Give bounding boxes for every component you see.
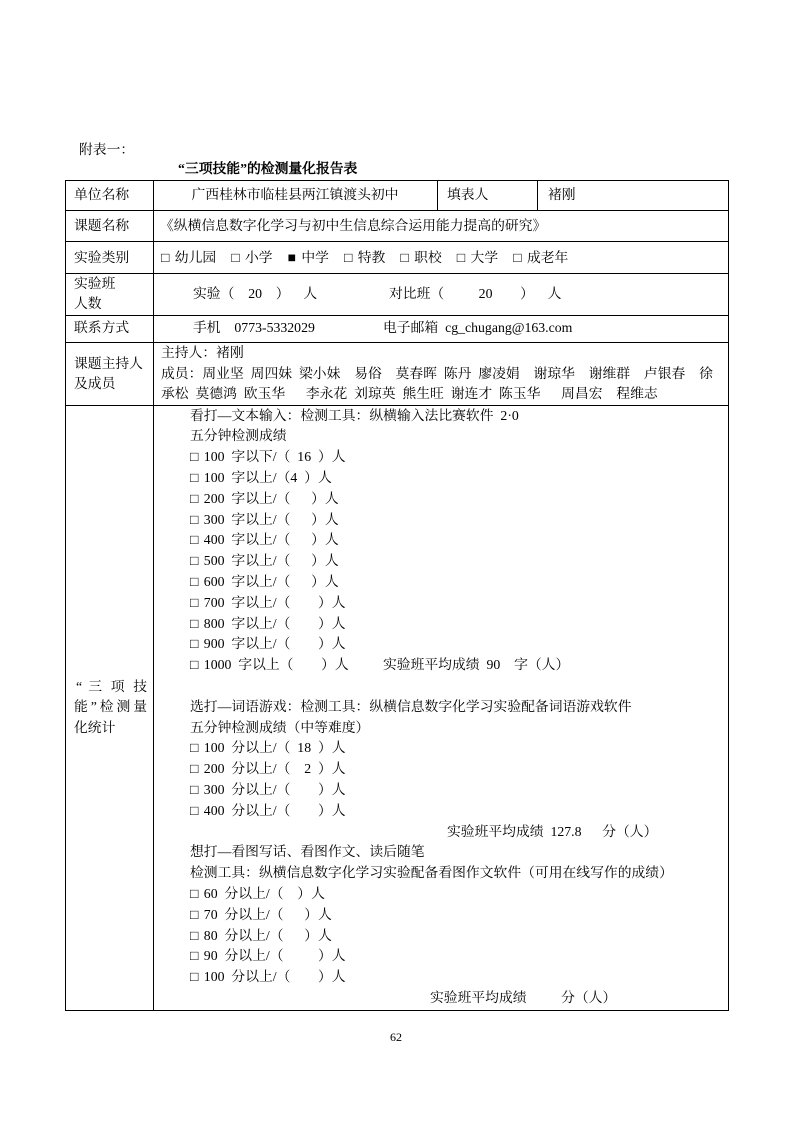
contact-label: 联系方式 — [74, 319, 130, 335]
word-game-item-text: 200 分以上/（ 2 ）人 — [203, 761, 346, 777]
typing-item — [190, 655, 720, 676]
checkbox-mark: □ — [190, 594, 199, 610]
checkbox-mark-checked: ■ — [287, 249, 296, 265]
members-line: 承松 莫德鸿 欧玉华 李永花 刘琼英 熊生旺 谢连才 陈玉华 周昌宏 程维志 — [161, 385, 658, 401]
writing-item — [190, 946, 720, 967]
skills-statistics — [190, 406, 720, 1009]
checkbox-mark: □ — [190, 511, 199, 527]
category-option — [344, 248, 385, 269]
word-game-heading: 选打—词语游戏：检测工具：纵横信息数字化学习实验配备词语游戏软件 — [190, 698, 632, 714]
typing-item — [190, 634, 720, 655]
typing-subheading: 五分钟检测成绩 — [190, 428, 287, 444]
word-game-item — [190, 801, 720, 822]
checkbox-mark: □ — [190, 615, 199, 631]
filler-value: 褚刚 — [548, 186, 576, 202]
experiment-class-count: 实验（ 20 ） 人 — [193, 285, 318, 301]
host-line: 主持人：褚刚 — [161, 344, 244, 360]
typing-item-text: 300 字以上/（ ）人 — [203, 511, 339, 527]
topic-label: 课题名称 — [74, 217, 130, 233]
word-game-item-text: 300 分以上/（ ）人 — [203, 781, 346, 797]
class-size-label-line: 实验班 — [74, 275, 116, 291]
category-option-text: 大学 — [470, 249, 499, 265]
category-option — [457, 248, 498, 269]
writing-item-text: 80 分以上/（ ）人 — [203, 927, 332, 943]
checkbox-mark: □ — [190, 969, 199, 985]
members-line: 成员：周业坚 周四妹 梁小妹 易俗 莫春晖 陈丹 廖凌娟 谢琼华 谢维群 卢银春 徐 — [161, 365, 713, 381]
writing-tool: 检测工具：纵横信息数字化学习实验配备看图作文软件（可用在线写作的成绩） — [190, 865, 673, 881]
writing-item — [190, 884, 720, 905]
checkbox-mark: □ — [190, 469, 199, 485]
checkbox-mark: □ — [190, 636, 199, 652]
category-option-text: 成老年 — [526, 249, 569, 265]
writing-item-text: 60 分以上/（ ）人 — [203, 885, 325, 901]
category-option-text: 职校 — [414, 249, 442, 265]
checkbox-mark: □ — [190, 802, 199, 818]
writing-item — [190, 967, 720, 988]
label-column-divider — [153, 180, 154, 1011]
topic-value: 《纵横信息数字化学习与初中生信息综合运用能力提高的研究》 — [160, 217, 547, 233]
writing-item-text: 70 分以上/（ ）人 — [203, 906, 332, 922]
word-game-item-text: 100 分以上/（ 18 ）人 — [203, 740, 346, 756]
writing-item — [190, 905, 720, 926]
checkbox-mark: □ — [190, 553, 199, 569]
category-option-text: 幼儿园 — [174, 249, 217, 265]
checkbox-mark: □ — [190, 740, 199, 756]
typing-item-text: 700 字以上/（ ）人 — [203, 594, 346, 610]
typing-item — [190, 551, 720, 572]
typing-item-text: 900 字以上/（ ）人 — [203, 636, 346, 652]
checkbox-mark: □ — [190, 906, 199, 922]
table-border-left — [65, 180, 66, 1011]
category-option — [513, 248, 568, 269]
word-game-item-text: 400 分以上/（ ）人 — [203, 802, 346, 818]
skills-label-line: 能”检测量 — [74, 699, 147, 715]
category-option-text: 特教 — [357, 249, 386, 265]
blank-line — [190, 676, 720, 697]
members-label-line: 及成员 — [74, 375, 116, 391]
typing-item — [190, 447, 720, 468]
word-game-item — [190, 738, 720, 759]
checkbox-mark: □ — [190, 885, 199, 901]
typing-item — [190, 530, 720, 551]
category-option — [231, 248, 272, 269]
typing-item — [190, 510, 720, 531]
checkbox-mark: □ — [343, 249, 353, 265]
page-number: 62 — [390, 1030, 402, 1044]
typing-heading: 看打—文本输入：检测工具：纵横输入法比赛软件 2·0 — [190, 407, 519, 423]
row-divider — [65, 210, 729, 211]
checkbox-mark: □ — [231, 249, 240, 265]
checkbox-mark: □ — [400, 249, 409, 265]
writing-item-text: 100 分以上/（ ）人 — [203, 969, 346, 985]
typing-item-text: 800 字以上/（ ）人 — [203, 615, 346, 631]
checkbox-mark: □ — [190, 657, 199, 673]
appendix-label: 附表一： — [79, 141, 135, 157]
table-border-right — [728, 180, 729, 1011]
email-value: 电子邮箱 cg_chugang@163.com — [383, 319, 573, 335]
writing-item-text: 90 分以上/（ ）人 — [203, 948, 346, 964]
typing-item-text: 500 字以上/（ ）人 — [203, 553, 339, 569]
filler-label: 填表人 — [447, 186, 489, 202]
members-label-line: 课题主持人 — [74, 355, 143, 371]
checkbox-mark: □ — [190, 573, 199, 589]
category-option — [400, 248, 441, 269]
category-options — [161, 248, 568, 269]
checkbox-mark: □ — [190, 761, 199, 777]
control-class-count: 对比班（ 20 ） 人 — [389, 285, 562, 301]
typing-item — [190, 468, 720, 489]
category-option-text: 小学 — [244, 249, 273, 265]
checkbox-mark: □ — [190, 948, 199, 964]
typing-item-text: 600 字以上/（ ）人 — [203, 573, 339, 589]
unit-value: 广西桂林市临桂县两江镇渡头初中 — [191, 186, 399, 202]
report-title: “三项技能”的检测量化报告表 — [178, 160, 358, 176]
row-divider — [65, 315, 729, 316]
typing-item — [190, 593, 720, 614]
phone-value: 手机 0773-5332029 — [193, 319, 315, 335]
typing-item-text: 100 字以上/（4 ）人 — [203, 469, 332, 485]
category-label: 实验类别 — [74, 249, 130, 265]
category-option — [161, 248, 216, 269]
unit-label: 单位名称 — [74, 186, 130, 202]
table-border-top — [65, 180, 729, 181]
checkbox-mark: □ — [190, 532, 199, 548]
writing-item — [190, 926, 720, 947]
writing-average: 实验班平均成绩 分（人） — [430, 989, 617, 1005]
table-border-bottom — [65, 1010, 729, 1011]
word-game-subheading: 五分钟检测成绩（中等难度） — [190, 719, 370, 735]
typing-item — [190, 489, 720, 510]
checkbox-mark: □ — [513, 249, 522, 265]
checkbox-mark: □ — [161, 249, 170, 265]
writing-heading: 想打—看图写话、看图作文、读后随笔 — [190, 844, 425, 860]
class-size-label-line: 人数 — [74, 295, 102, 311]
filler-value-divider — [537, 180, 538, 211]
skills-label-line: 化统计 — [74, 720, 116, 736]
typing-average: 实验班平均成绩 90 字（人） — [383, 657, 570, 673]
checkbox-mark: □ — [190, 781, 199, 797]
checkbox-mark: □ — [190, 449, 199, 465]
typing-item-text: 100 字以下/（ 16 ）人 — [203, 449, 346, 465]
row-divider — [65, 273, 729, 274]
checkbox-mark: □ — [190, 490, 199, 506]
typing-item — [190, 614, 720, 635]
typing-item — [190, 572, 720, 593]
checkbox-mark: □ — [190, 927, 199, 943]
typing-item-text: 200 字以上/（ ）人 — [203, 490, 339, 506]
typing-item-text: 1000 字以上（ ）人 — [203, 657, 349, 673]
word-game-item — [190, 759, 720, 780]
category-option — [288, 248, 329, 269]
word-game-item — [190, 780, 720, 801]
word-game-average: 实验班平均成绩 127.8 分（人） — [447, 823, 658, 839]
filler-column-divider — [437, 180, 438, 211]
typing-item-text: 400 字以上/（ ）人 — [203, 532, 339, 548]
checkbox-mark: □ — [456, 249, 466, 265]
skills-label-line: “ 三 项 技 — [76, 678, 147, 694]
row-divider — [65, 241, 729, 242]
category-option-text: 中学 — [301, 249, 329, 265]
